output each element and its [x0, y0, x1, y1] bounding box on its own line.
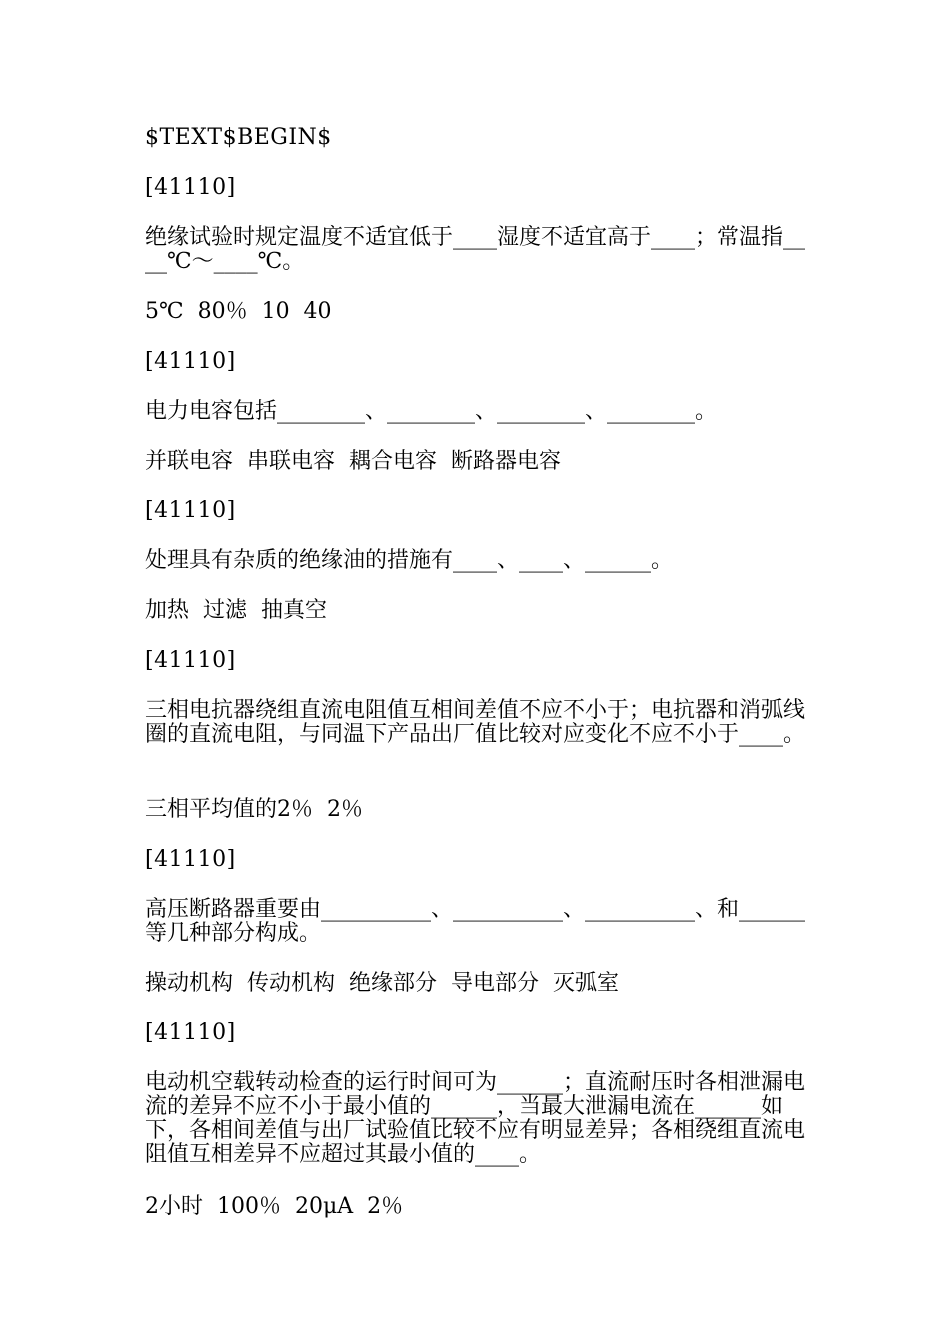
answer-text: 三相平均值的2％ 2％ — [145, 797, 363, 822]
question-code: [41110] — [145, 175, 236, 200]
question-code: [41110] — [145, 349, 236, 374]
question-code: [41110] — [145, 498, 236, 523]
question-text: 高压断路器重要由__________、__________、__________、和______等几种部分构成。 — [145, 897, 806, 946]
text-begin-marker: $TEXT$BEGIN$ — [145, 125, 332, 150]
question-code: [41110] — [145, 648, 236, 673]
answer-text: 加热 过滤 抽真空 — [145, 598, 327, 623]
answer-text: 并联电容 串联电容 耦合电容 断路器电容 — [145, 449, 561, 474]
answer-text: 5℃ 80％ 10 40 — [145, 299, 332, 324]
answer-text: 操动机构 传动机构 绝缘部分 导电部分 灭弧室 — [145, 971, 619, 996]
question-text: 电力电容包括________、________、________、________。 — [145, 399, 718, 424]
question-text: 电动机空载转动检查的运行时间可为______；直流耐压时各相泄漏电流的差异不应不小于最小值的______，当最大泄漏电流在______如下，各相间差值与出厂试验值比较不应有明显差异；各相绕组直流电阻值互相差异不应超过其最小值的____。 — [145, 1070, 806, 1167]
question-code: [41110] — [145, 847, 236, 872]
answer-text: 2小时 100％ 20μA 2％ — [145, 1194, 404, 1219]
question-text: 绝缘试验时规定温度不适宜低于____湿度不适宜高于____；常温指____℃～____℃。 — [145, 225, 806, 274]
question-text: 处理具有杂质的绝缘油的措施有____、____、______。 — [145, 548, 674, 573]
question-text: 三相电抗器绕组直流电阻值互相间差值不应不小于；电抗器和消弧线圈的直流电阻，与同温下产品出厂值比较对应变化不应不小于____。 — [145, 698, 806, 747]
question-code: [41110] — [145, 1020, 236, 1045]
